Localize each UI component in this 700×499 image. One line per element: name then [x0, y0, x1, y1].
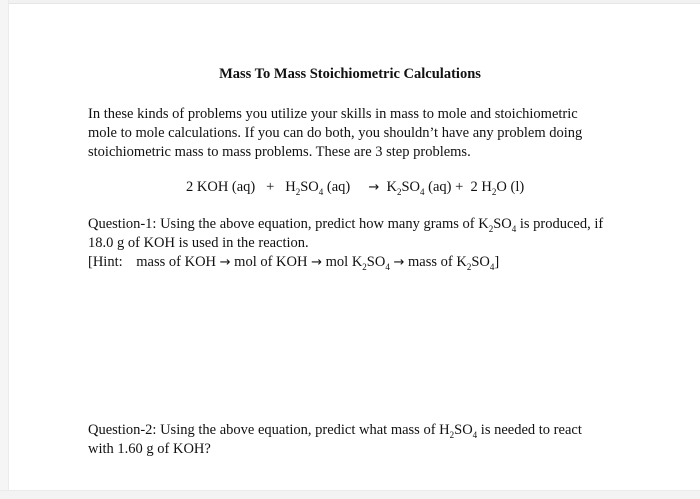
product-k2so4: $K_2SO_4$ (aq) + [386, 179, 464, 197]
chemical-equation [186, 179, 524, 196]
question-1-hint: [Hint: mass of KOH → mol of KOH → mol $K_2SO_4$ → mass of $K_2SO_4$] [88, 254, 500, 272]
reaction-arrow-icon: → [368, 180, 380, 195]
question-2-line-1: Question-2: Using the above equation, predict what mass of $H_2SO_4$ is needed to react [88, 422, 582, 440]
question-2 [88, 421, 648, 459]
document-title: Mass To Mass Stoichiometric Calculations [219, 66, 481, 82]
page-top-edge [0, 0, 700, 4]
intro-paragraph [88, 105, 648, 162]
hint-arrow-icon: → [393, 255, 405, 270]
question-1-line-1: Question-1: Using the above equation, predict how many grams of $K_2SO_4$ is produced, if [88, 216, 604, 234]
product-water: 2 $H_2O$ (l) [470, 179, 525, 197]
question-2-line-2: with 1.60 g of KOH? [88, 441, 211, 457]
reactant-koh: 2 KOH (aq) [186, 179, 256, 195]
page-bottom-edge [0, 490, 700, 499]
hint-arrow-icon: → [311, 255, 323, 270]
question-1-line-2: 18.0 g of KOH is used in the reaction. [88, 235, 309, 251]
intro-line-2: mole to mole calculations. If you can do both, you shouldn’t have any problem doing [88, 125, 583, 141]
intro-line-3: stoichiometric mass to mass problems. These are 3 step problems. [88, 144, 471, 160]
question-1 [88, 215, 648, 272]
intro-line-1: In these kinds of problems you utilize your skills in mass to mole and stoichiometric [88, 106, 578, 122]
hint-label: [Hint: [88, 254, 123, 270]
plus-sign: + [266, 179, 275, 195]
reactant-h2so4: $H_2SO_4$ (aq) [285, 179, 351, 197]
hint-arrow-icon: → [219, 255, 231, 270]
